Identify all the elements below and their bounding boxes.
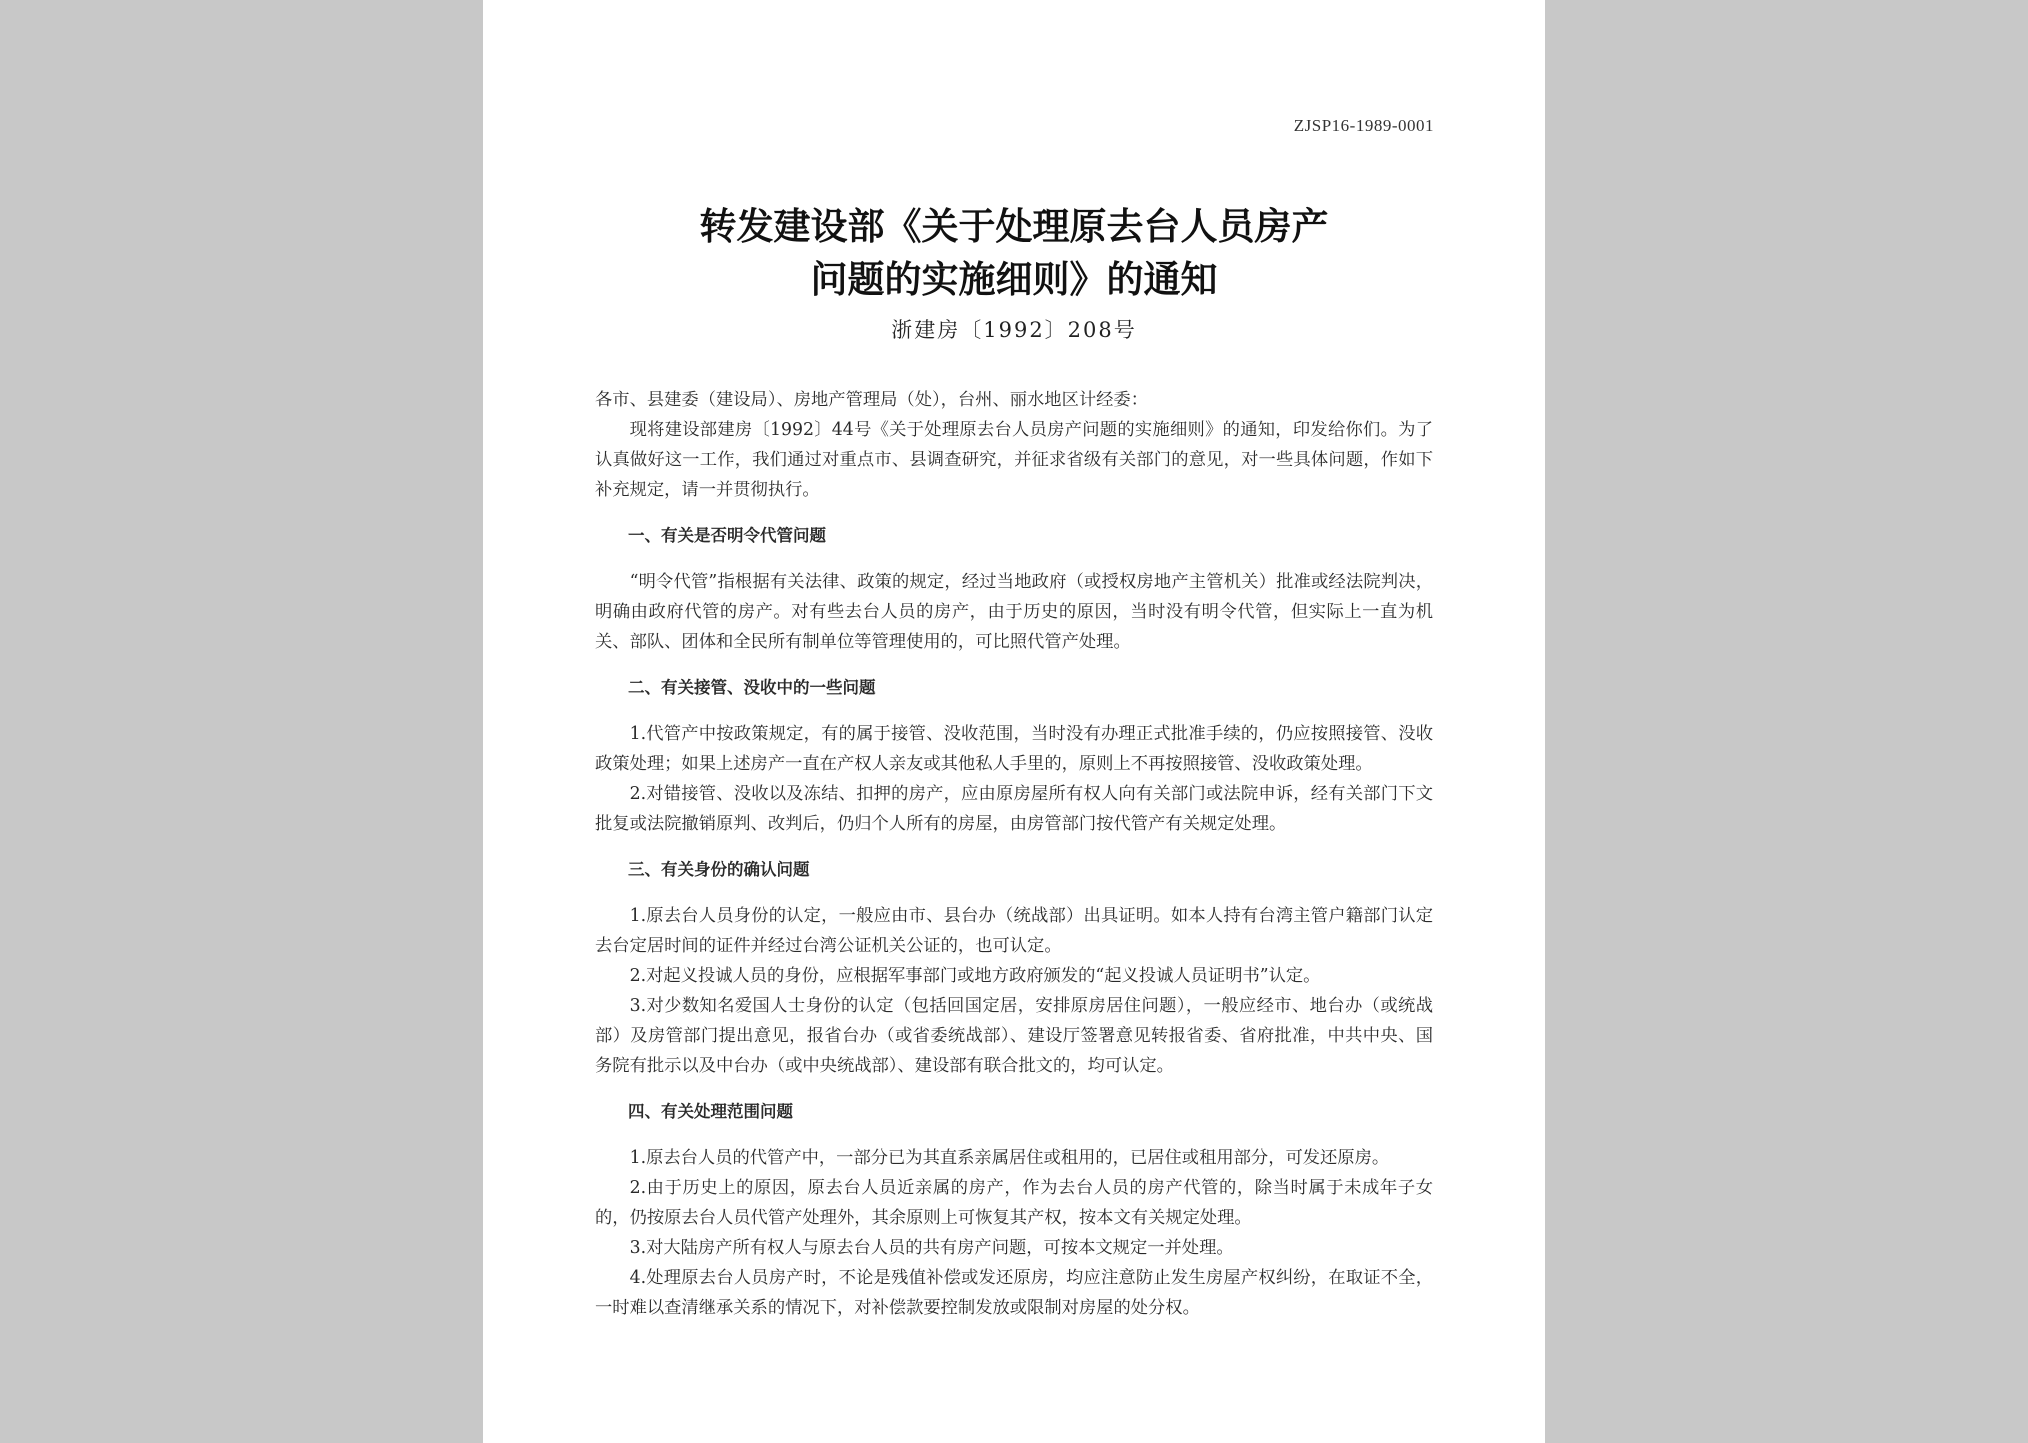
section-2-paragraph-2: 2.对错接管、没收以及冻结、扣押的房产，应由原房屋所有权人向有关部门或法院申诉，经有关部门下文批复或法院撤销原判、改判后，仍归个人所有的房屋，由房管部门按代管产有关规定处理。 xyxy=(595,784,1433,834)
addressee: 各市、县建委（建设局）、房地产管理局（处），台州、丽水地区计经委： xyxy=(595,390,1148,410)
section-2-paragraph-1: 1.代管产中按政策规定，有的属于接管、没收范围，当时没有办理正式批准手续的，仍应按照接管、没收政策处理；如果上述房产一直在产权人亲友或其他私人手里的，原则上不再按照接管、没收政策处理。 xyxy=(595,724,1433,774)
title-line-1: 转发建设部《关于处理原去台人员房产 xyxy=(699,205,1329,248)
document-number: 浙建房〔1992〕208号 xyxy=(891,318,1137,342)
intro-paragraph: 现将建设部建房〔1992〕44号《关于处理原去台人员房产问题的实施细则》的通知，印发给你们。为了认真做好这一工作，我们通过对重点市、县调查研究，并征求省级有关部门的意见，对一些具体问题，作如下补充规定，请一并贯彻执行。 xyxy=(595,420,1433,500)
document-page xyxy=(483,0,1545,1443)
section-1-paragraph-1: “明令代管”指根据有关法律、政策的规定，经过当地政府（或授权房地产主管机关）批准或经法院判决，明确由政府代管的房产。对有些去台人员的房产，由于历史的原因，当时没有明令代管，但实际上一直为机关、部队、团体和全民所有制单位等管理使用的，可比照代管产处理。 xyxy=(595,572,1433,652)
document-title xyxy=(483,200,1545,306)
section-heading-1: 一、有关是否明令代管问题 xyxy=(628,526,826,545)
section-4-paragraph-1: 1.原去台人员的代管产中，一部分已为其直系亲属居住或租用的，已居住或租用部分，可发还原房。 xyxy=(629,1148,1390,1168)
section-3-paragraph-2: 2.对起义投诚人员的身份，应根据军事部门或地方政府颁发的“起义投诚人员证明书”认定。 xyxy=(629,966,1321,986)
title-line-2: 问题的实施细则》的通知 xyxy=(810,258,1218,301)
document-code: ZJSP16-1989-0001 xyxy=(1293,116,1434,135)
section-heading-2: 二、有关接管、没收中的一些问题 xyxy=(628,678,876,697)
section-3-paragraph-1: 1.原去台人员身份的认定，一般应由市、县台办（统战部）出具证明。如本人持有台湾主管户籍部门认定去台定居时间的证件并经过台湾公证机关公证的，也可认定。 xyxy=(595,906,1433,956)
section-heading-3: 三、有关身份的确认问题 xyxy=(628,860,810,879)
section-4-paragraph-4: 4.处理原去台人员房产时，不论是残值补偿或发还原房，均应注意防止发生房屋产权纠纷，在取证不全，一时难以查清继承关系的情况下，对补偿款要控制发放或限制对房屋的处分权。 xyxy=(595,1268,1433,1318)
document-body xyxy=(595,385,1433,1323)
section-4-paragraph-3: 3.对大陆房产所有权人与原去台人员的共有房产问题，可按本文规定一并处理。 xyxy=(629,1238,1234,1258)
section-4-paragraph-2: 2.由于历史上的原因，原去台人员近亲属的房产，作为去台人员的房产代管的，除当时属于未成年子女的，仍按原去台人员代管产处理外，其余原则上可恢复其产权，按本文有关规定处理。 xyxy=(595,1178,1433,1228)
section-3-paragraph-3: 3.对少数知名爱国人士身份的认定（包括回国定居，安排原房居住问题），一般应经市、地台办（或统战部）及房管部门提出意见，报省台办（或省委统战部）、建设厅签署意见转报省委、省府批准，中共中央、国务院有批示以及中台办（或中央统战部）、建设部有联合批文的，均可认定。 xyxy=(595,996,1433,1076)
section-heading-4: 四、有关处理范围问题 xyxy=(628,1102,793,1121)
